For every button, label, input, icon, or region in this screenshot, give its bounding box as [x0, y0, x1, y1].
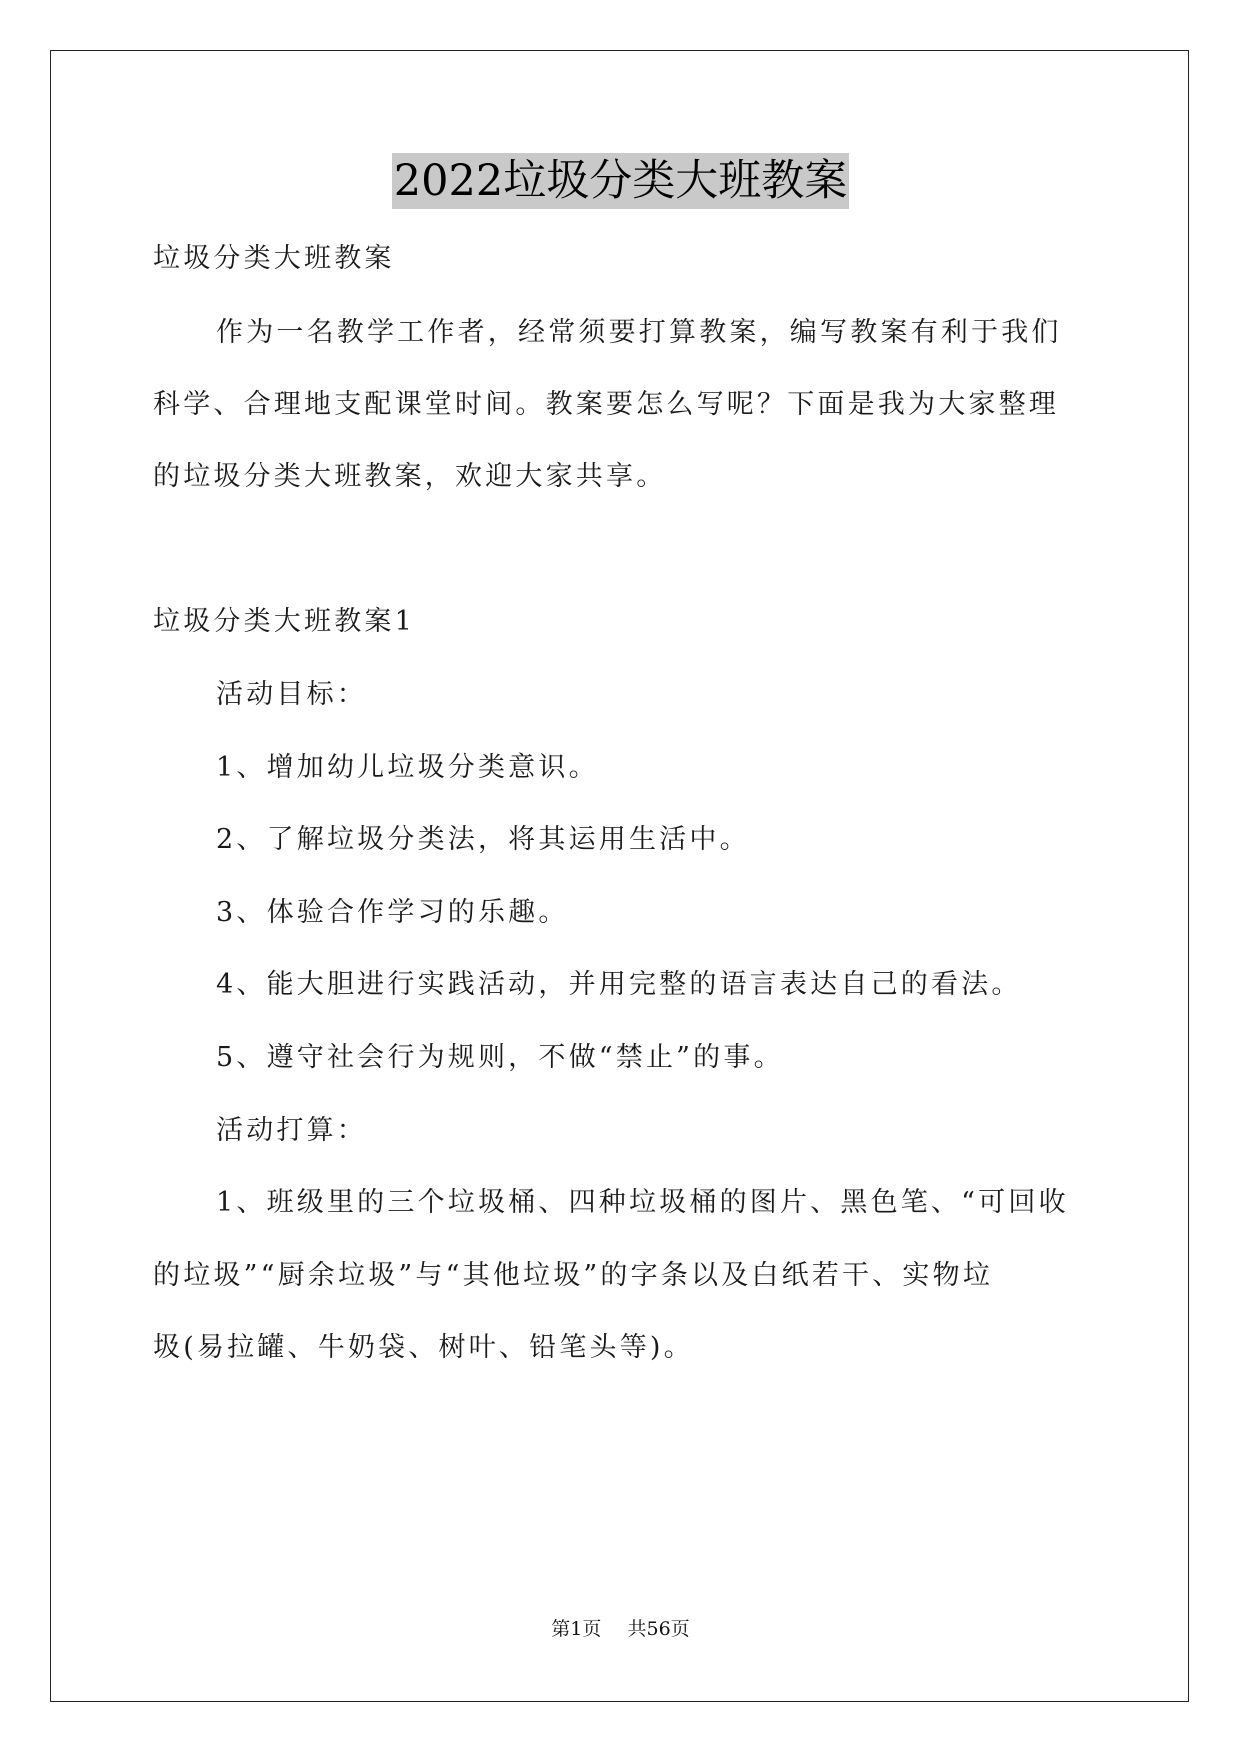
title-container	[0, 153, 1241, 209]
intro-line-2: 科学、合理地支配课堂时间。教案要怎么写呢？下面是我为大家整理	[153, 389, 1059, 420]
document-subtitle: 垃圾分类大班教案	[153, 243, 395, 274]
goal-item-2: 2、了解垃圾分类法，将其运用生活中。	[216, 824, 750, 855]
goals-heading: 活动目标：	[216, 679, 367, 710]
goal-item-5: 5、遵守社会行为规则，不做“禁止”的事。	[216, 1042, 784, 1073]
page-number: 第1页	[551, 1618, 602, 1640]
page-footer	[0, 1617, 1241, 1641]
goal-item-1: 1、增加幼儿垃圾分类意识。	[216, 752, 599, 783]
intro-line-1: 作为一名教学工作者，经常须要打算教案，编写教案有利于我们	[216, 317, 1062, 348]
prep-line-1: 1、班级里的三个垃圾桶、四种垃圾桶的图片、黑色笔、“可回收	[216, 1187, 1069, 1218]
document-title: 2022垃圾分类大班教案	[392, 153, 849, 209]
prep-heading: 活动打算：	[216, 1115, 367, 1146]
prep-line-3: 圾(易拉罐、牛奶袋、树叶、铅笔头等)。	[153, 1332, 694, 1363]
page-border	[50, 50, 1189, 1702]
intro-line-3: 的垃圾分类大班教案，欢迎大家共享。	[153, 461, 667, 492]
section-title: 垃圾分类大班教案1	[153, 606, 415, 637]
page-total: 共56页	[627, 1618, 690, 1640]
prep-line-2: 的垃圾”“厨余垃圾”与“其他垃圾”的字条以及白纸若干、实物垃	[153, 1260, 994, 1291]
goal-item-3: 3、体验合作学习的乐趣。	[216, 897, 569, 928]
goal-item-4: 4、能大胆进行实践活动，并用完整的语言表达自己的看法。	[216, 969, 1022, 1000]
